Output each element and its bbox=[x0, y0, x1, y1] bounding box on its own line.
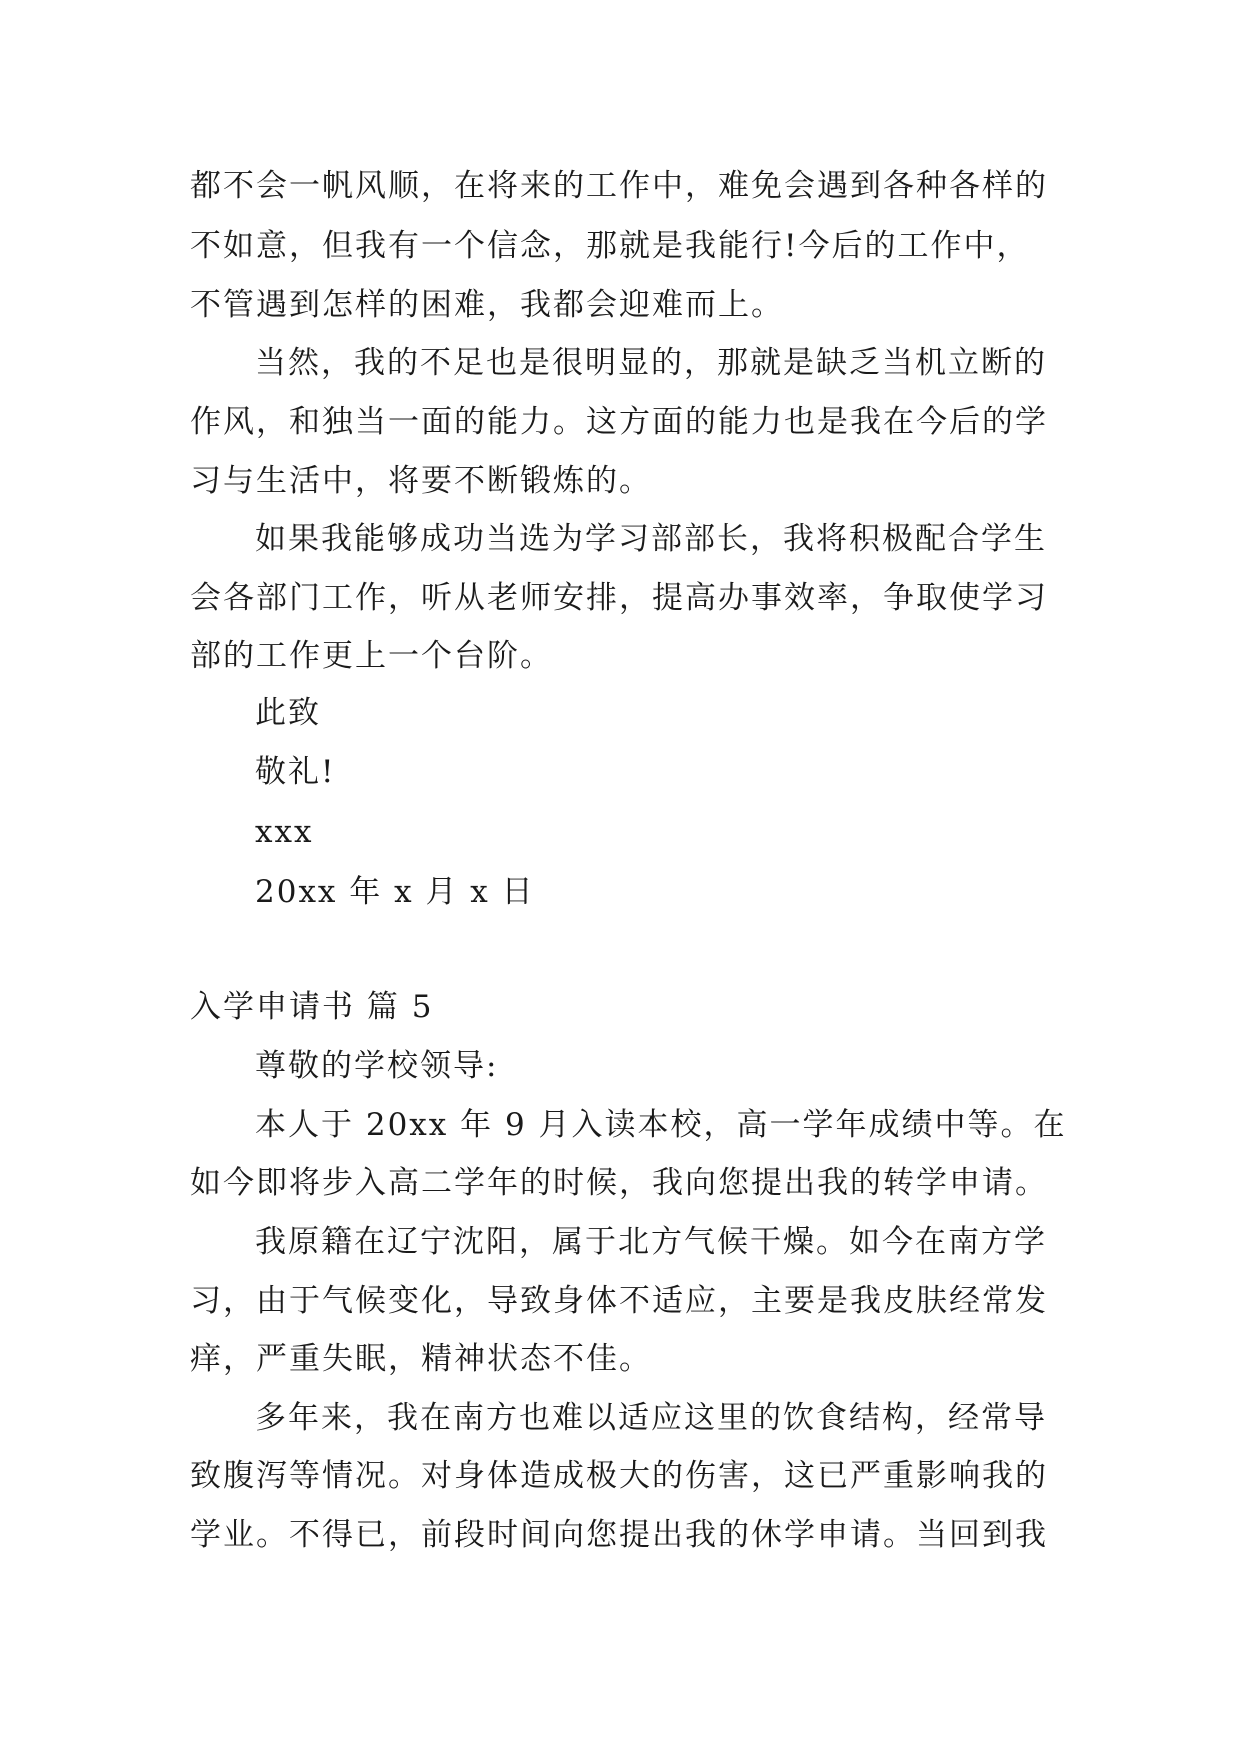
signature-date: 20xx 年 x 月 x 日 bbox=[255, 874, 535, 910]
closing-salutation: 此致 bbox=[255, 695, 321, 731]
section-heading: 入学申请书 篇 5 bbox=[190, 989, 434, 1025]
text-line: 学业。不得已，前段时间向您提出我的休学申请。当回到我 bbox=[190, 1517, 1048, 1553]
text-line: 习与生活中，将要不断锻炼的。 bbox=[190, 463, 652, 499]
signature-name: xxx bbox=[255, 814, 314, 850]
text-line: 会各部门工作，听从老师安排，提高办事效率，争取使学习 bbox=[190, 580, 1048, 616]
paragraph-start: 如果我能够成功当选为学习部部长，我将积极配合学生 bbox=[255, 521, 1047, 557]
text-line: 如今即将步入高二学年的时候，我向您提出我的转学申请。 bbox=[190, 1165, 1048, 1201]
greeting: 尊敬的学校领导: bbox=[255, 1048, 499, 1084]
text-line: 不如意，但我有一个信念，那就是我能行!今后的工作中， bbox=[190, 228, 1030, 264]
paragraph-start: 本人于 20xx 年 9 月入读本校，高一学年成绩中等。在 bbox=[255, 1107, 1067, 1143]
paragraph-start: 当然，我的不足也是很明显的，那就是缺乏当机立断的 bbox=[255, 345, 1047, 381]
paragraph-start: 多年来，我在南方也难以适应这里的饮食结构，经常导 bbox=[255, 1400, 1047, 1436]
text-line: 致腹泻等情况。对身体造成极大的伤害，这已严重影响我的 bbox=[190, 1458, 1048, 1494]
closing-respect: 敬礼! bbox=[255, 754, 336, 790]
text-line: 习，由于气候变化，导致身体不适应，主要是我皮肤经常发 bbox=[190, 1283, 1048, 1319]
text-line: 痒，严重失眠，精神状态不佳。 bbox=[190, 1341, 652, 1377]
paragraph-start: 我原籍在辽宁沈阳，属于北方气候干燥。如今在南方学 bbox=[255, 1224, 1047, 1260]
text-line: 作风，和独当一面的能力。这方面的能力也是我在今后的学 bbox=[190, 404, 1048, 440]
text-line: 不管遇到怎样的困难，我都会迎难而上。 bbox=[190, 287, 784, 323]
text-line: 都不会一帆风顺，在将来的工作中，难免会遇到各种各样的 bbox=[190, 168, 1048, 204]
text-line: 部的工作更上一个台阶。 bbox=[190, 638, 553, 674]
